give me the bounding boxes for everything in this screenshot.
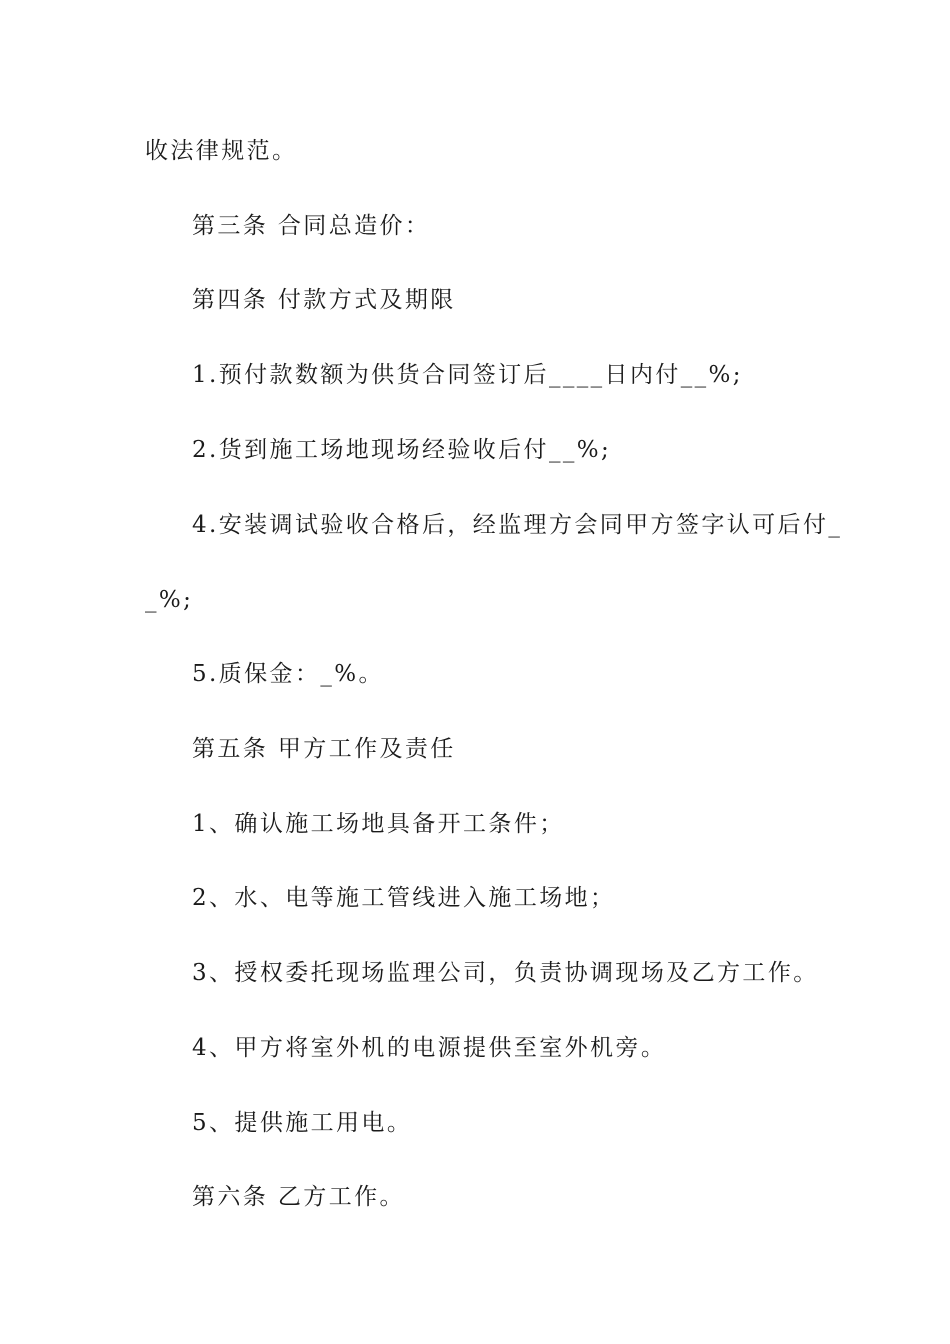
payment-item-1: 1.预付款数额为供货合同签订后____日内付__%; [192,362,743,388]
party-a-item-1: 1、确认施工场地具备开工条件； [192,811,565,837]
article-3-heading: 第三条 合同总造价： [192,213,431,239]
paragraph-continuation: 收法律规范。 [145,138,298,164]
party-a-item-5: 5、提供施工用电。 [192,1110,413,1136]
party-a-item-3: 3、授权委托现场监理公司，负责协调现场及乙方工作。 [192,960,819,986]
payment-item-2: 2.货到施工场地现场经验收后付__%; [192,437,612,463]
payment-item-4: 4.安装调试验收合格后，经监理方会同甲方签字认可后付_ [192,512,843,538]
party-a-item-4: 4、甲方将室外机的电源提供至室外机旁。 [192,1035,667,1061]
payment-item-4-continuation: _%; [145,587,194,613]
article-5-heading: 第五条 甲方工作及责任 [192,736,456,762]
article-6-heading: 第六条 乙方工作。 [192,1184,405,1210]
payment-item-5: 5.质保金：_%。 [192,661,384,687]
article-4-heading: 第四条 付款方式及期限 [192,287,456,313]
party-a-item-2: 2、水、电等施工管线进入施工场地； [192,885,616,911]
